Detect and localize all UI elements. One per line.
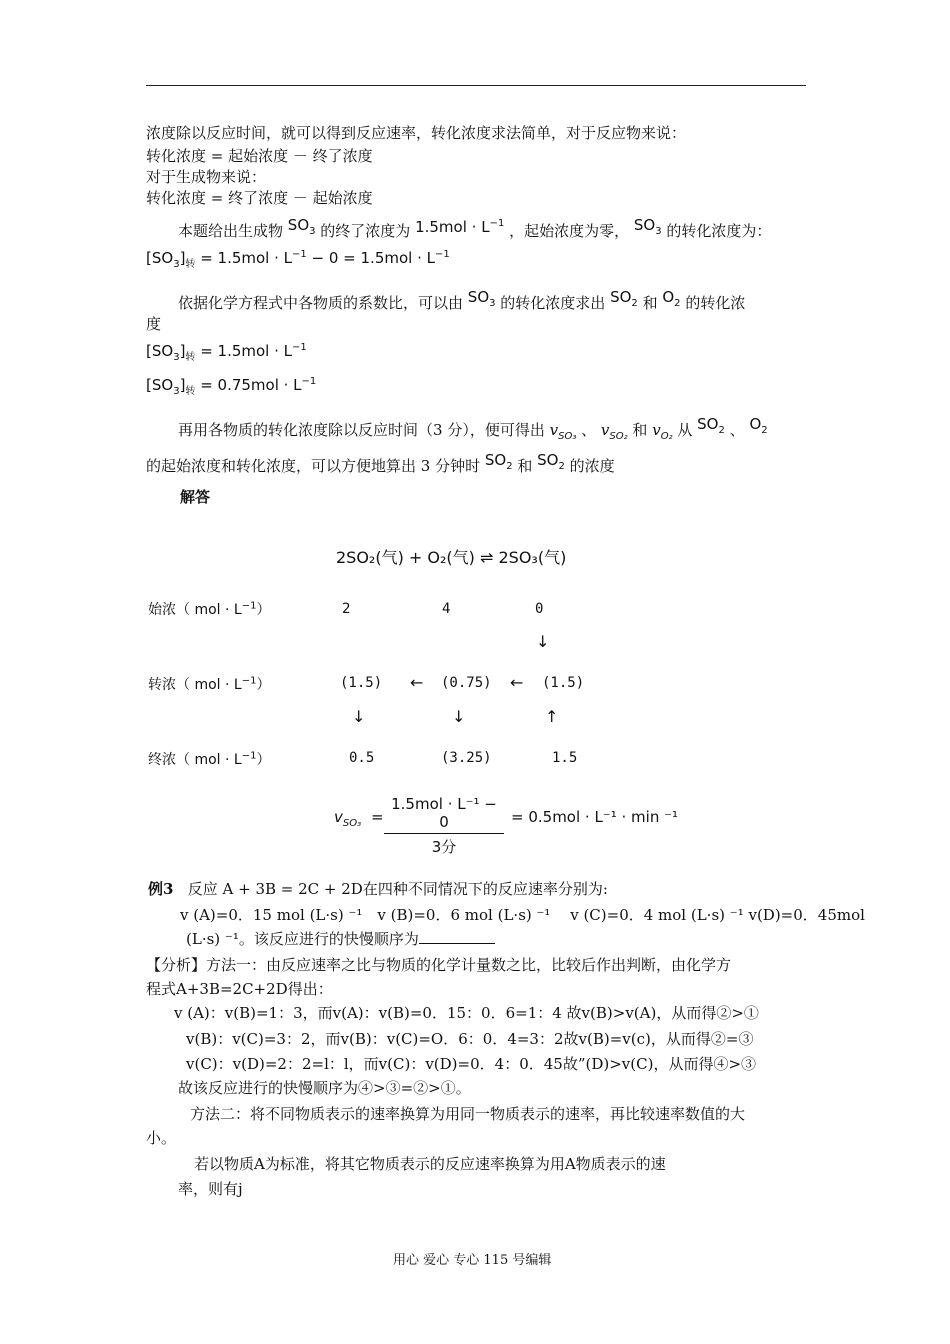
- rate-fraction: [384, 795, 504, 857]
- text-line: 转化浓度 = 起始浓度 － 终了浓度: [146, 147, 373, 165]
- text-line: 对于生成物来说：: [146, 168, 267, 186]
- cell-value: 0: [535, 601, 544, 617]
- rate-result: = 0.5mol · L⁻¹ · min ⁻¹: [511, 808, 679, 826]
- text-line: 方法二：将不同物质表示的速率换算为用同一物质表示的速率，再比较速率数值的大: [190, 1105, 746, 1123]
- text-line: v (A)=0．15 mol (L·s) ⁻¹ v (B)=0．6 mol (L·s) ⁻¹ v (C)=0．4 mol (L·s) ⁻¹ v(D)=0．45mol: [180, 906, 865, 924]
- cell-value: 4: [442, 601, 451, 617]
- answer-blank: [419, 929, 495, 944]
- left-arrow-icon: ←: [410, 673, 424, 692]
- text-line: 依据化学方程式中各物质的系数比，可以由 $SO_3$ 的转化浓度求出 $SO_2$ 和 $O_2$ 的转化浓: [178, 288, 746, 312]
- answer-heading: 解答: [180, 488, 211, 506]
- down-arrow-icon: ↓: [452, 707, 466, 726]
- left-arrow-icon: ←: [510, 673, 524, 692]
- example-label: 例3: [148, 880, 174, 898]
- cell-value: (1.5): [340, 675, 383, 691]
- text-line: 程式A+3B=2C+2D得出：: [146, 980, 333, 998]
- formula-line: $[SO_3]_转 = 1.5mol \cdot L^{-1}$: [146, 342, 307, 363]
- formula-line: $[SO_3]_转 = 0.75mol \cdot L^{-1}$: [146, 376, 317, 397]
- cell-value: 1.5: [552, 750, 578, 766]
- cell-value: (0.75): [441, 675, 492, 691]
- text-line: 【分析】方法一：由反应速率之比与物质的化学计量数之比，比较后作出判断，由化学方: [146, 956, 732, 974]
- formula-so3: $SO_3$: [287, 216, 316, 237]
- chemical-equation: 2SO₂(气) + O₂(气) ⇌ 2SO₃(气): [336, 548, 567, 567]
- example-question: 例3 反应 A + 3B = 2C + 2D在四种不同情况下的反应速率分别为:: [148, 880, 608, 898]
- header-rule: [146, 85, 806, 86]
- text-span: 本题给出生成物: [178, 222, 284, 240]
- text-line: [178, 216, 772, 243]
- text-span: 的终了浓度为: [320, 222, 411, 240]
- down-arrow-icon: ↓: [352, 707, 366, 726]
- text-line: 浓度除以反应时间，就可以得到反应速率，转化浓度求法简单，对于反应物来说：: [146, 124, 687, 142]
- cell-value: (3.25): [441, 750, 492, 766]
- text-line: 故该反应进行的快慢顺序为④>③=②>①。: [178, 1079, 471, 1097]
- formula-line: $[SO_3]_转 = 1.5mol \cdot L^{-1} - 0 = 1.5mol \cdot L^{-1}$: [146, 249, 450, 270]
- cell-value: 2: [342, 601, 351, 617]
- cell-value: 0.5: [349, 750, 375, 766]
- cell-value: (1.5): [542, 675, 585, 691]
- row-label-convert: 转浓（ mol · $L^{-1}$）: [148, 675, 271, 693]
- text-line: 度: [146, 315, 162, 333]
- equals-sign: =: [371, 808, 384, 826]
- text-span: ，起始浓度为零，: [509, 222, 630, 240]
- page-footer: 用心 爱心 专心 115 号编辑: [393, 1253, 552, 1268]
- concentration-value: $1.5mol \cdot L^{-1}$: [415, 218, 505, 236]
- text-line: 小。: [146, 1129, 177, 1147]
- text-line: v(B)：v(C)=3：2，而v(B)：v(C)=O．6：0．4=3：2故v(B)=v(c)，从而得②=③: [186, 1030, 754, 1048]
- up-arrow-icon: ↑: [545, 707, 559, 726]
- text-span: 的转化浓度为：: [666, 222, 772, 240]
- fraction-numerator: 1.5mol · L⁻¹ − 0: [384, 795, 504, 834]
- text-line: 率，则有j: [178, 1180, 243, 1198]
- text-line: (L·s) ⁻¹。该反应进行的快慢顺序为: [186, 928, 495, 949]
- text-line: 的起始浓度和转化浓度，可以方便地算出 3 分钟时 $SO_2$ 和 $SO_2$ 的浓度: [146, 451, 615, 475]
- text-line: 转化浓度 = 终了浓度 － 起始浓度: [146, 189, 373, 207]
- fraction-denominator: 3分: [431, 838, 457, 856]
- text-line: 若以物质A为标准，将其它物质表示的反应速率换算为用A物质表示的速: [194, 1155, 666, 1173]
- text-line: v (A)：v(B)=1：3，而v(A)：v(B)=0．15：0．6=1：4 故v(B)>v(A)，从而得②>①: [174, 1004, 759, 1022]
- row-label-start: 始浓（ mol · $L^{-1}$）: [148, 600, 271, 618]
- down-arrow-icon: ↓: [536, 632, 550, 651]
- rate-symbol: $v_{SO_3}$: [334, 808, 362, 829]
- text-line: 再用各物质的转化浓度除以反应时间（3 分），便可得出 $v_{SO_3}$ 、 $v_{SO_2}$ 和 $v_{O_2}$ 从 $SO_2$ 、 $O_2$: [178, 415, 768, 442]
- row-label-end: 终浓（ mol · $L^{-1}$）: [148, 750, 271, 768]
- text-line: v(C)：v(D)=2：2=l：l，而v(C)：v(D)=0．4：0．45故”(D)>v(C)，从而得④>③: [186, 1055, 757, 1073]
- formula-so3: $SO_3$: [633, 216, 662, 237]
